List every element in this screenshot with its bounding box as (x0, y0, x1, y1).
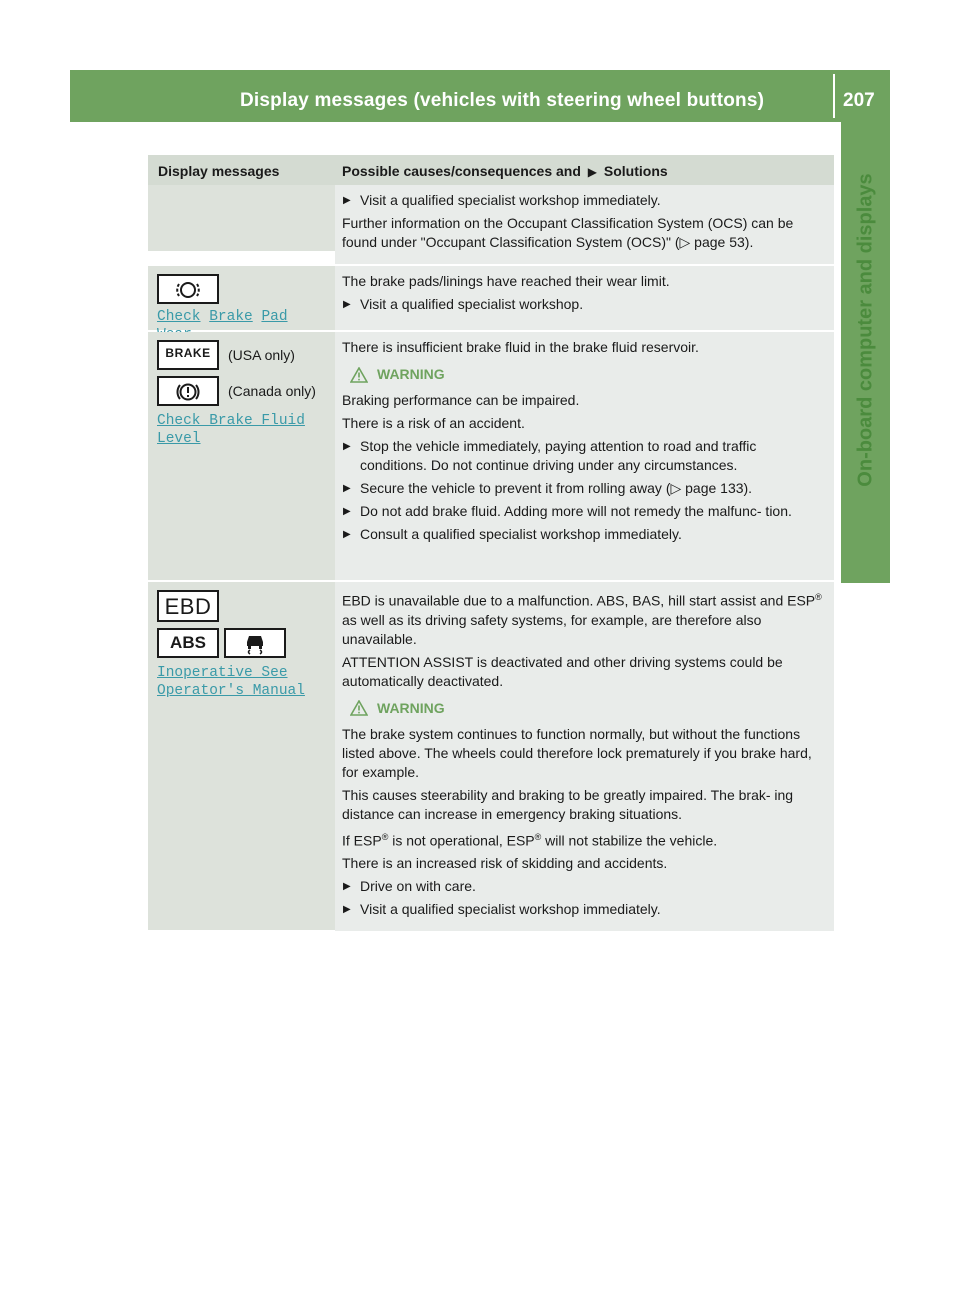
ebd-icon: EBD (157, 590, 219, 622)
col-header-display-messages: Display messages (158, 163, 280, 179)
arrow-icon: ▶ (587, 165, 598, 179)
region-note: (USA only) (228, 347, 295, 363)
table-row (148, 330, 834, 580)
display-messages-table (148, 155, 834, 931)
row-solution-cell (335, 582, 834, 931)
row-message-cell (148, 332, 335, 580)
page-title: Display messages (vehicles with steering wheel buttons) (240, 90, 765, 111)
abs-icon: ABS (157, 628, 219, 658)
solution-step: ▶ Drive on with care. (342, 877, 826, 896)
cause-text: ATTENTION ASSIST is deactivated and other driving systems could be automatically deactivated. (342, 653, 783, 689)
solution-step: ▶ Do not add brake fluid. Adding more will not remedy the malfunc- tion. (342, 502, 826, 521)
row-solution-cell (335, 332, 834, 580)
side-tab-label: On-board computer and displays (854, 173, 877, 487)
side-tab-block (841, 537, 890, 583)
esp-skid-icon (224, 628, 286, 658)
display-message-text: Check Brake Pad (157, 309, 288, 325)
header-divider (833, 74, 835, 118)
row-message-cell (148, 582, 335, 930)
warning-text: There is a risk of an accident. (342, 415, 525, 431)
warning-heading: WARNING (350, 365, 826, 384)
col-header-causes: Possible causes/consequences and ▶ Solutions (342, 163, 668, 179)
solution-step: ▶ Visit a qualified specialist workshop immediately. (342, 900, 826, 919)
warning-text: If ESP® is not operational, ESP® will not stabilize the vehicle. (342, 831, 718, 849)
solution-step: ▶ Stop the vehicle immediately, paying attention to road and traffic conditions. Do not continue driving under any circumstances. (342, 437, 826, 475)
warning-text: Braking performance can be impaired. (342, 392, 580, 408)
solution-step: ▶ Secure the vehicle to prevent it from rolling away (▷ page 133). (342, 479, 826, 498)
region-note: (Canada only) (228, 383, 316, 399)
info-text: Further information on the Occupant Classification System (OCS) can be found under "Occupant Classification System (OCS)" (▷ page 53). (342, 215, 794, 250)
cause-text: There is insufficient brake fluid in the brake fluid reservoir. (342, 339, 699, 355)
row-solution-cell (335, 266, 834, 330)
row-message-cell (148, 266, 335, 330)
row-message-cell (148, 185, 335, 251)
warning-triangle-icon (350, 700, 368, 716)
solution-step: ▶ Visit a qualified specialist workshop immediately. (342, 191, 826, 210)
brake-pad-wear-icon (157, 274, 219, 304)
warning-text: There is an increased risk of skidding and accidents. (342, 855, 668, 872)
warning-text: This causes steerability and braking to be greatly impaired. The brak- ing distance can increase in emergency braking situations. (342, 786, 794, 822)
row-solution-cell (335, 185, 834, 264)
table-row (148, 185, 834, 264)
display-message-text: Inoperative See Operator's Manual (157, 665, 305, 699)
solution-step: ▶ Consult a qualified specialist workshop immediately. (342, 525, 826, 544)
table-row (148, 264, 834, 330)
warning-text: The brake system continues to function normally, but without the functions listed above. The wheels could therefore lock prematurely if you brake hard, for example. (342, 725, 812, 780)
page-number: 207 (843, 90, 875, 111)
cause-text: EBD is unavailable due to a malfunction. ABS, BAS, hill start assist and ESP® as well as its driving safety systems, for example, are therefore also unavailable. (342, 592, 822, 647)
table-row (148, 580, 834, 931)
brake-icon: BRAKE (157, 340, 219, 370)
solution-step: ▶ Visit a qualified specialist workshop. (342, 295, 826, 314)
brake-warning-icon (157, 376, 219, 406)
table-header (148, 155, 834, 185)
warning-heading: WARNING (350, 699, 826, 718)
cause-text: The brake pads/linings have reached their wear limit. (342, 273, 670, 289)
warning-triangle-icon (350, 367, 368, 383)
display-message-text: Check Brake Fluid Level (157, 413, 305, 447)
